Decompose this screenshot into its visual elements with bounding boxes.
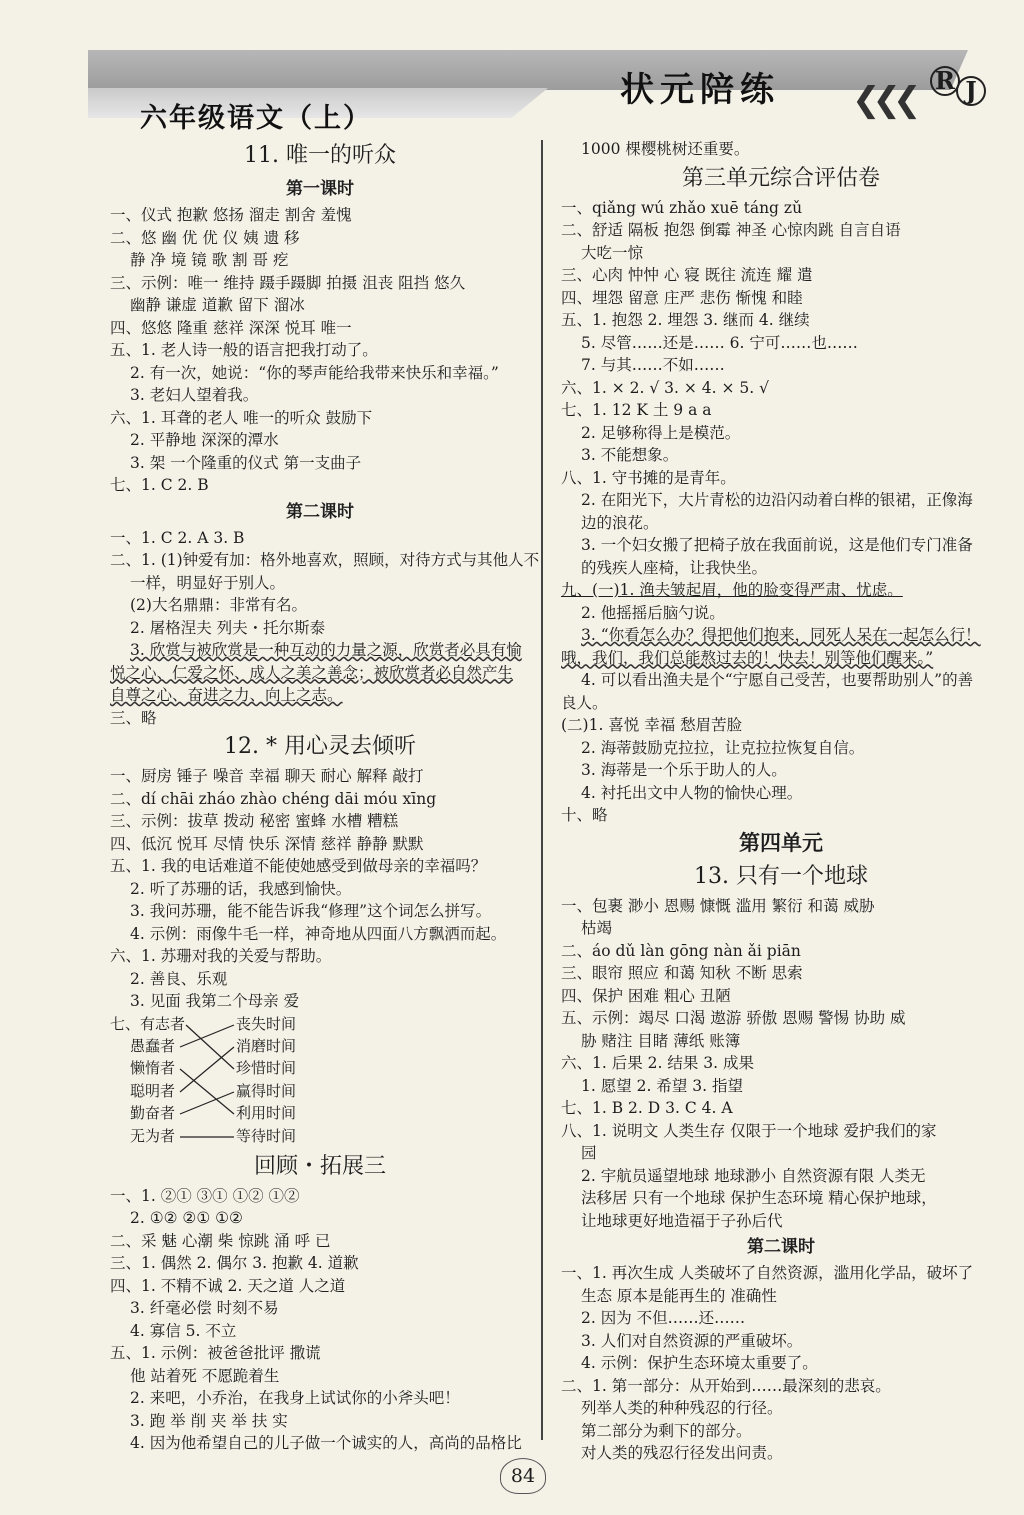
answer-line: 大吃一惊 [581, 243, 644, 262]
answer-line: 七、1. 12 K 土 9 a a [561, 401, 712, 419]
answer-line: 一、1. C 2. A 3. B [110, 528, 245, 547]
answer-line: 二、采 魅 心潮 柴 惊跳 涌 呼 已 [110, 1231, 331, 1250]
lesson-13-s2-answers [561, 1262, 1001, 1465]
answer-line: 4. 可以看出渔夫是个“宁愿自己受苦，也要帮助别人”的善 [581, 671, 974, 689]
answer-line: 一、1. 再次生成 人类破坏了自然资源，滥用化学品，破坏了 [561, 1264, 974, 1282]
answer-line: 3. 老妇人望着我。 [130, 386, 259, 404]
answer-line: 2. 海蒂鼓励克拉拉，让克拉拉恢复自信。 [581, 738, 865, 757]
answer-line: 3. 跑 举 削 夹 举 扶 实 [130, 1411, 288, 1430]
match-line [180, 1092, 234, 1114]
answer-line: 四、保护 困难 粗心 丑陋 [561, 986, 731, 1005]
lesson-11-s1-answers [110, 204, 530, 497]
rj-r: R [930, 66, 960, 96]
review-title: 回顾・拓展三 [253, 1153, 386, 1179]
answer-line: 自尊之心、奋进之力、向上之志。 [110, 686, 343, 704]
matching-exercise [110, 1013, 530, 1149]
answer-line: 二、dí chāi zháo zhào chéng dāi móu xīng [110, 789, 437, 808]
match-line [180, 1069, 234, 1114]
answer-line: 3. 见面 我第二个母亲 爱 [130, 992, 300, 1010]
answer-line: 3. 一个妇女搬了把椅子放在我面前说，这是他们专门准备 [581, 536, 973, 554]
answer-line: 列举人类的种种残忍的行径。 [581, 1399, 783, 1417]
answer-line: 八、1. 守书摊的是青年。 [561, 468, 736, 487]
answer-line: 五、1. 抱怨 2. 埋怨 3. 继而 4. 继续 [561, 311, 810, 329]
answer-line: 静 净 境 镜 歌 割 哥 疙 [130, 251, 289, 269]
chevron-left-icon: ❮❮❮ [852, 80, 914, 120]
answer-line: 4. 衬托出文中人物的愉快心理。 [581, 783, 803, 802]
answer-line: 三、1. 偶然 2. 偶尔 3. 抱歉 4. 道歉 [110, 1254, 359, 1272]
match-left-item: 无为者 [130, 1126, 176, 1145]
answer-line: 五、1. 我的电话难道不能使她感受到做母亲的幸福吗？ [110, 857, 487, 875]
answer-line: 3. 海蒂是一个乐于助人的人。 [581, 761, 787, 779]
header-band [88, 50, 968, 90]
answer-line: 二、1. 第一部分：从开始到……最深刻的悲哀。 [561, 1376, 891, 1395]
answer-line: 良人。 [561, 693, 608, 712]
answer-line: 2. 他摇摇后脑勺说。 [581, 603, 725, 622]
answer-line: 悦之心、仁爱之怀、成人之美之善念；被欣赏者必自然产生 [110, 663, 514, 682]
answer-line: 4. 示例：雨像牛毛一样，神奇地从四面八方飘洒而起。 [130, 924, 507, 943]
unit-4-title: 第四单元 [739, 830, 823, 855]
answer-line: 一、厨房 锤子 噪音 幸福 聊天 耐心 解释 敲打 [110, 767, 424, 785]
answer-line: 二、悠 幽 优 优 仪 姨 遗 移 [110, 228, 300, 247]
answer-line: 4. 寡信 5. 不立 [130, 1321, 237, 1340]
brand-title: 状元陪练 [620, 70, 780, 110]
answer-line: 六、1. 后果 2. 结果 3. 成果 [561, 1054, 755, 1072]
match-lines [110, 1013, 240, 1149]
answer-line: 三、示例：拔草 拨动 秘密 蜜蜂 水槽 糟糕 [110, 812, 399, 830]
answer-line: 十、略 [561, 806, 608, 824]
answer-line: 六、1. × 2. √ 3. × 4. × 5. √ [561, 378, 770, 397]
answer-line: 七、1. B 2. D 3. C 4. A [561, 1099, 733, 1117]
answer-line: 边的浪花。 [581, 513, 659, 532]
answer-line: 枯竭 [581, 919, 613, 937]
answer-line: 2. ①② ②① ①② [130, 1209, 243, 1227]
answer-line: 3. 欣赏与被欣赏是一种互动的力量之源，欣赏者必具有愉 [130, 641, 522, 659]
lesson-13-title: 13. 只有一个地球 [694, 863, 868, 889]
lesson-12-title: 12. * 用心灵去倾听 [224, 734, 416, 759]
answer-line: 五、1. 示例：被爸爸批评 撒谎 [110, 1344, 321, 1362]
match-left-item: 愚蠢者 [130, 1036, 176, 1055]
answer-line: 2. 善良、乐观 [130, 969, 228, 988]
lesson-11-title: 11. 唯一的听众 [244, 143, 396, 168]
answer-line: 让地球更好地造福于子孙后代 [581, 1211, 783, 1230]
answer-line: 2. 有一次，她说：“你的琴声能给我带来快乐和幸福。” [130, 363, 499, 382]
answer-line: 九、(一)1. 渔夫皱起眉，他的脸变得严肃、忧虑。 [561, 581, 903, 599]
answer-line: 胁 赌注 目睹 薄纸 账簿 [581, 1031, 741, 1050]
answer-line: 4. 示例：保护生态环境太重要了。 [581, 1354, 818, 1372]
answer-line: 三、心肉 忡忡 心 寝 既往 流连 耀 遣 [561, 266, 813, 284]
match-right-item: 利用时间 [236, 1103, 297, 1122]
answer-line: 四、低沉 悦耳 尽情 快乐 深情 慈祥 静静 默默 [110, 834, 424, 853]
answer-line: 哦，我们，我们总能熬过去的！快去！别等他们醒来。” [561, 648, 934, 667]
answer-line: 二、1. (1)钟爱有加：格外地喜欢，照顾，对待方式与其他人不 [110, 551, 540, 569]
match-right-item: 等待时间 [236, 1126, 297, 1145]
answer-line: 三、略 [110, 708, 157, 727]
match-right-item: 丧失时间 [236, 1014, 297, 1033]
answer-line: 2. 因为 不但……还…… [581, 1309, 746, 1327]
grade-title: 六年级语文（上） [140, 103, 372, 134]
answer-line: 六、1. 苏珊对我的关爱与帮助。 [110, 947, 332, 965]
answer-line: (2)大名鼎鼎：非常有名。 [130, 596, 307, 614]
lesson-13-answers [561, 895, 1001, 1233]
answer-line: 一、1. ②① ③① ①② ①② [110, 1186, 300, 1205]
review-answers [110, 1185, 530, 1455]
lesson-13-session-2: 第二课时 [747, 1237, 815, 1257]
answer-line: 一、包裹 渺小 恩赐 慷慨 滥用 繁衍 和蔼 威胁 [561, 896, 875, 915]
answer-line: 三、眼帘 照应 和蔼 知秋 不断 思索 [561, 964, 803, 982]
answer-line: 3. 人们对自然资源的严重破坏。 [581, 1331, 803, 1350]
answer-line: 3. 纤毫必偿 时刻不易 [130, 1299, 279, 1317]
lesson-11-session-1: 第一课时 [286, 179, 354, 199]
answer-line: 第二部分为剩下的部分。 [581, 1421, 752, 1440]
rj-j: J [956, 76, 986, 106]
answer-line: 2. 宇航员遥望地球 地球渺小 自然资源有限 人类无 [581, 1166, 926, 1185]
answer-line: 5. 尽管……还是…… 6. 宁可……也…… [581, 333, 858, 352]
answer-line: 的残疾人座椅，让我快坐。 [581, 558, 768, 577]
answer-line: 2. 来吧，小乔治，在我身上试试你的小斧头吧！ [130, 1389, 460, 1407]
answer-line: 五、示例：竭尽 口渴 遨游 骄傲 恩赐 警惕 协助 威 [561, 1009, 906, 1027]
answer-line: 他 站着死 不愿跪着生 [130, 1366, 280, 1385]
answer-line: 1. 愿望 2. 希望 3. 指望 [581, 1076, 744, 1095]
answer-line: 2. 屠格涅夫 列夫・托尔斯泰 [130, 618, 326, 637]
answer-line: 2. 听了苏珊的话，我感到愉快。 [130, 879, 352, 898]
answer-line: 六、1. 耳聋的老人 唯一的听众 鼓励下 [110, 408, 373, 427]
left-column [110, 138, 540, 1455]
answer-line: (二)1. 喜悦 幸福 愁眉苦脸 [561, 716, 743, 734]
answer-line: 七、1. C 2. B [110, 476, 209, 494]
answer-line: 二、áo dǔ làn gōng nàn ǎi piān [561, 941, 801, 960]
answer-line: 生态 原本是能再生的 准确性 [581, 1286, 777, 1305]
answer-line: 7. 与其……不如…… [581, 356, 725, 374]
answer-line: 1000 棵樱桃树还重要。 [581, 140, 750, 158]
lesson-11-session-2: 第二课时 [286, 501, 354, 522]
answer-line: 2. 在阳光下，大片青松的边沿闪动着白桦的银裙，正像海 [581, 491, 973, 509]
answer-line: 2. 平静地 深深的潭水 [130, 431, 279, 449]
answer-line: 对人类的残忍行径发出问责。 [581, 1444, 783, 1462]
answer-line: 四、1. 不精不诚 2. 天之道 人之道 [110, 1276, 346, 1295]
match-right-item: 珍惜时间 [236, 1058, 297, 1077]
match-line [186, 1025, 234, 1069]
match-left-item: 勤奋者 [130, 1103, 176, 1122]
answer-line: 八、1. 说明文 人类生存 仅限于一个地球 爱护我们的家 [561, 1121, 937, 1140]
unit-3-answers [561, 197, 1001, 827]
answer-line: 2. 足够称得上是模范。 [581, 423, 741, 442]
match-right-item: 赢得时间 [236, 1081, 297, 1100]
column-divider [541, 140, 543, 1440]
match-right-item: 消磨时间 [236, 1036, 297, 1055]
lesson-11-s2-answers [110, 527, 540, 730]
match-left-item: 七、有志者 [110, 1014, 186, 1033]
lesson-12-answers [110, 765, 530, 1013]
match-left-item: 聪明者 [130, 1081, 176, 1100]
answer-line: 三、示例：唯一 维持 蹑手蹑脚 拍摄 沮丧 阻挡 悠久 [110, 273, 466, 292]
answer-line: 法移居 只有一个地球 保护生态环境 精心保护地球， [581, 1189, 937, 1207]
answer-line: 4. 因为他希望自己的儿子做一个诚实的人，高尚的品格比 [130, 1434, 522, 1452]
answer-line: 一样，明显好于别人。 [130, 573, 286, 592]
answer-line: 一、qiǎng wú zhǎo xuē táng zǔ [561, 198, 803, 217]
page-number: 84 [500, 1458, 546, 1494]
answer-line: 3. “你看怎么办？得把他们抱来，同死人呆在一起怎么行！ [581, 626, 981, 644]
answer-line: 二、舒适 隔板 抱怨 倒霉 神圣 心惊肉跳 自言自语 [561, 221, 901, 239]
right-column [561, 138, 1001, 1465]
match-line [180, 1047, 234, 1092]
answer-line: 幽静 谦虚 道歉 留下 溜冰 [130, 296, 305, 314]
answer-line: 四、悠悠 隆重 慈祥 深深 悦耳 唯一 [110, 318, 352, 337]
match-left-item: 懒惰者 [130, 1058, 176, 1077]
unit-3-review-title: 第三单元综合评估卷 [681, 165, 880, 191]
answer-line: 五、1. 老人诗一般的语言把我打动了。 [110, 341, 378, 359]
rj-badge [930, 66, 986, 105]
answer-line: 四、埋怨 留意 庄严 悲伤 惭愧 和睦 [561, 288, 803, 307]
answer-line: 3. 我问苏珊，能不能告诉我“修理”这个词怎么拼写。 [130, 902, 492, 920]
answer-line: 3. 架 一个隆重的仪式 第一支曲子 [130, 453, 362, 472]
answer-line: 3. 不能想象。 [581, 446, 679, 464]
answer-line: 园 [581, 1144, 597, 1162]
answer-line: 一、仪式 抱歉 悠扬 溜走 割舍 羞愧 [110, 206, 352, 224]
